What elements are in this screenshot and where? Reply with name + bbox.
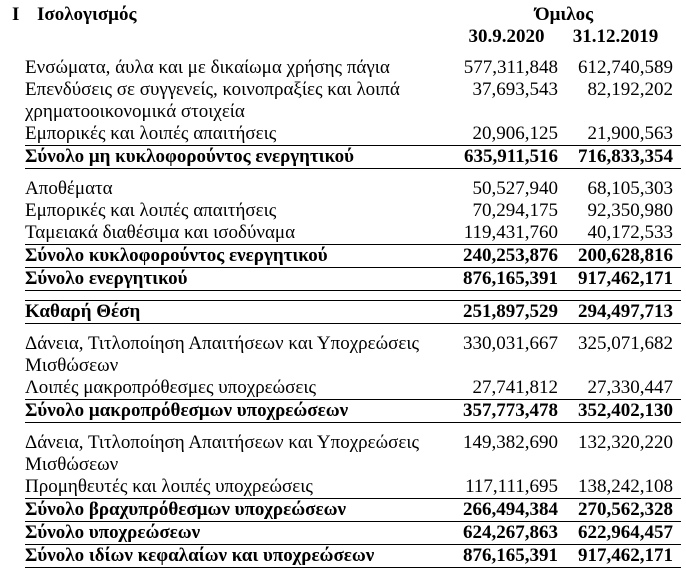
row-value-2019: 352,402,130 [558,400,681,423]
row-value-2020: 635,911,516 [455,146,558,169]
row-value-2019: 21,900,563 [587,123,674,144]
row-value-2020: 27,741,812 [472,377,558,398]
section-index: Ι [12,4,20,25]
row-value-2019: 917,462,171 [558,268,681,291]
row-value-2019: 325,071,682 [578,333,674,354]
row-value-2019: 40,172,533 [587,222,674,243]
spacer-cell [25,291,681,301]
table-row [25,522,681,545]
row-value-2020: 624,267,863 [455,522,558,545]
table-row [25,268,681,291]
table-row [25,146,681,169]
row-value-2019: 27,330,447 [587,377,674,398]
column-header-2019: 31.12.2019 [572,26,659,47]
dates-row-empty-cell [25,26,455,48]
row-value-2019: 138,242,108 [578,476,674,497]
row-value-2020: 20,906,125 [472,123,558,144]
title-row [25,4,681,26]
spacer-cell [25,324,681,334]
row-value-2019: 612,740,589 [578,57,674,78]
spacer-row [25,48,681,57]
group-header: Όμιλος [534,4,594,25]
spacer-row [25,423,681,433]
page-title: Ισολογισμός [37,4,137,25]
spacer-cell [25,423,681,433]
row-value-2020: 577,311,848 [463,57,558,78]
table-row [25,178,681,200]
row-value-2019: 68,105,303 [587,178,674,199]
table-row [25,432,681,476]
balance-sheet-table [12,4,681,568]
table-row [25,400,681,423]
row-label: Δάνεια, Τιτλοποίηση Απαιτήσεων και Υποχρεώσεις Μισθώσεων [25,333,419,376]
table-row [25,333,681,377]
row-label: Σύνολο κυκλοφορούντος ενεργητικού [25,245,455,268]
row-value-2019: 82,192,202 [587,79,674,100]
row-label: Εμπορικές και λοιπές απαιτήσεις [25,200,277,221]
table-row [25,222,681,245]
row-label: Λοιπές μακροπρόθεσμες υποχρεώσεις [25,377,317,398]
row-label: Προμηθευτές και λοιπές υποχρεώσεις [25,476,313,497]
column-header-2020: 30.9.2020 [468,26,545,47]
row-value-2019: 622,964,457 [558,522,681,545]
table-row [25,79,681,123]
row-value-2020: 149,382,690 [463,432,558,453]
table-row [25,301,681,324]
table-row [25,123,681,146]
table-header [12,4,681,57]
row-label: Καθαρή Θέση [25,301,455,324]
row-value-2020: 357,773,478 [455,400,558,423]
row-value-2020: 266,494,384 [455,499,558,522]
row-label: Ταμειακά διαθέσιμα και ισοδύναμα [25,222,296,243]
row-label: Σύνολο υποχρεώσεων [25,522,455,545]
row-label: Δάνεια, Τιτλοποίηση Απαιτήσεων και Υποχρεώσεις Μισθώσεων [25,432,419,475]
table-row [25,545,681,568]
row-value-2020: 70,294,175 [472,200,558,221]
spacer-cell [25,48,681,57]
row-label: Σύνολο μακροπρόθεσμων υποχρεώσεων [25,400,455,423]
row-value-2019: 270,562,328 [558,499,681,522]
row-value-2020: 330,031,667 [463,333,558,354]
row-value-2019: 294,497,713 [558,301,681,324]
title-cell [12,4,455,26]
spacer-row [25,324,681,334]
table-row [25,476,681,499]
row-value-2020: 251,897,529 [455,301,558,324]
table-body [25,57,681,568]
row-value-2020: 119,431,760 [463,222,558,243]
row-value-2020: 37,693,543 [472,79,558,100]
row-label: Σύνολο ιδίων κεφαλαίων και υποχρεώσεων [25,545,455,568]
row-label: Εμπορικές και λοιπές απαιτήσεις [25,123,277,144]
row-value-2019: 92,350,980 [587,200,674,221]
spacer-cell [25,169,681,179]
row-label: Επενδύσεις σε συγγενείς, κοινοπραξίες και λοιπά χρηματοοικονομικά στοιχεία [25,79,400,122]
row-value-2020: 876,165,391 [455,268,558,291]
row-value-2020: 50,527,940 [472,178,558,199]
row-value-2020: 876,165,391 [455,545,558,568]
table-row [25,57,681,79]
row-label: Σύνολο βραχυπρόθεσμων υποχρεώσεων [25,499,455,522]
row-value-2020: 240,253,876 [455,245,558,268]
row-value-2019: 132,320,220 [578,432,674,453]
table-row [25,200,681,222]
spacer-row [25,291,681,301]
table-row [25,377,681,400]
spacer-row [25,169,681,179]
row-value-2019: 200,628,816 [558,245,681,268]
row-label: Σύνολο μη κυκλοφορούντος ενεργητικού [25,146,455,169]
row-label: Αποθέματα [25,178,113,199]
row-value-2020: 117,111,695 [465,476,558,497]
table-row [25,499,681,522]
row-label: Σύνολο ενεργητικού [25,268,455,291]
row-label: Ενσώματα, άυλα και με δικαίωμα χρήσης πάγια [25,57,390,78]
row-value-2019: 716,833,354 [558,146,681,169]
table-row [25,245,681,268]
dates-row [25,26,681,48]
row-value-2019: 917,462,171 [558,545,681,568]
